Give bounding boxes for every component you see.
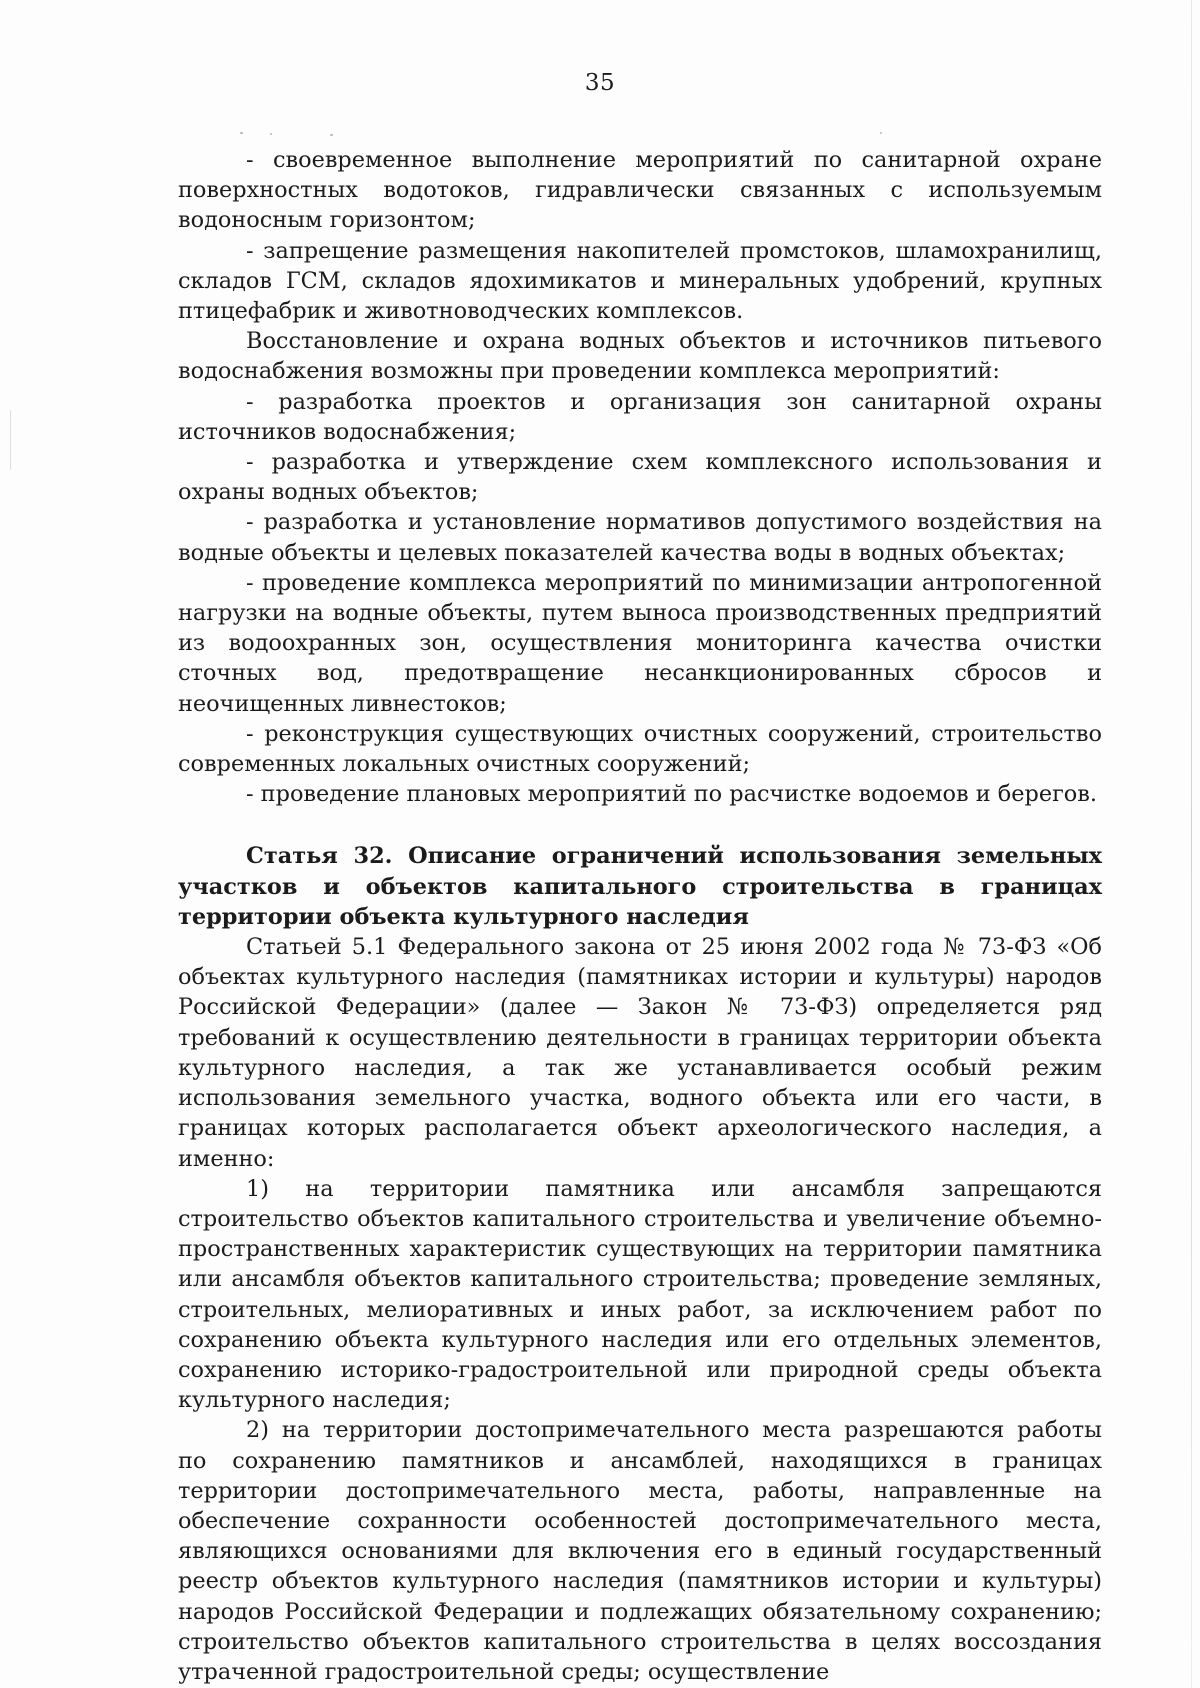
scan-margin-mark bbox=[10, 410, 11, 470]
paragraph: - проведение плановых мероприятий по расчистке водоемов и берегов. bbox=[246, 781, 1098, 808]
paragraph: Восстановление и охрана водных объектов и источников питьевого водоснабжения возможны при проведении комплекса мероприятий: bbox=[178, 328, 1102, 385]
scan-speck bbox=[330, 134, 333, 136]
scan-speck bbox=[880, 132, 882, 134]
paragraph: - разработка и утверждение схем комплексного использования и охраны водных объектов; bbox=[178, 449, 1102, 506]
paragraph: 1) на территории памятника или ансамбля запрещаются строительство объектов капитального строительства и увеличение объемно-пространственных характеристик существующих на территории памятника или ансамбля объектов капитального строительства; проведение земляных, строительных, мелиоративных и иных работ, за исключением работ по сохранению объекта культурного наследия или его отдельных элементов, сохранению историко-градостроительной или природной среды объекта культурного наследия; bbox=[178, 1175, 1102, 1414]
article-heading: Статья 32. Описание ограничений использования земельных участков и объектов капитального строительства в границах территории объекта культурного наследия bbox=[178, 843, 1102, 930]
paragraph: 2) на территории достопримечательного места разрешаются работы по сохранению памятников и ансамблей, находящихся в границах территории достопримечательного места, работы, направленные на обеспечение сохранности особенностей достопримечательного места, являющихся основаниями для включения его в единый государственный реестр объектов культурного наследия (памятников истории и культуры) народов Российской Федерации и подлежащих обязательному сохранению; строительство объектов капитального строительства в целях воссоздания утраченной градостроительной среды; осуществление bbox=[178, 1417, 1102, 1685]
page-number: 35 bbox=[584, 70, 616, 96]
scan-speck bbox=[270, 133, 272, 135]
document-body bbox=[178, 145, 1102, 1687]
paragraph: - проведение комплекса мероприятий по минимизации антропогенной нагрузки на водные объекты, путем выноса производственных предприятий из водоохранных зон, осуществления мониторинга качества очистки сточных вод, предотвращение несанкционированных сбросов и неочищенных ливнестоков; bbox=[178, 569, 1102, 717]
paragraph: - разработка проектов и организация зон санитарной охраны источников водоснабжения; bbox=[178, 388, 1102, 445]
paragraph: - запрещение размещения накопителей промстоков, шламохранилищ, складов ГСМ, складов ядохимикатов и минеральных удобрений, крупных птицефабрик и животноводческих комплексов. bbox=[178, 237, 1102, 325]
paragraph: - реконструкция существующих очистных сооружений, строительство современных локальных очистных сооружений; bbox=[178, 720, 1102, 778]
scan-edge-mark bbox=[1191, 0, 1192, 1688]
paragraph: - своевременное выполнение мероприятий по санитарной охране поверхностных водотоков, гидравлически связанных с используемым водоносным горизонтом; bbox=[178, 147, 1102, 234]
paragraph: Статьей 5.1 Федерального закона от 25 июня 2002 года № 73-ФЗ «Об объектах культурного наследия (памятниках истории и культуры) народов Российской Федерации» (далее — Закон № 73-ФЗ) определяется ряд требований к осуществлению деятельности в границах территории объекта культурного наследия, а так же устанавливается особый режим использования земельного участка, водного объекта или его части, в границах которых располагается объект археологического наследия, а именно: bbox=[178, 934, 1102, 1172]
scan-speck bbox=[240, 132, 243, 134]
paragraph: - разработка и установление нормативов допустимого воздействия на водные объекты и целевых показателей качества воды в водных объектах; bbox=[178, 509, 1102, 566]
